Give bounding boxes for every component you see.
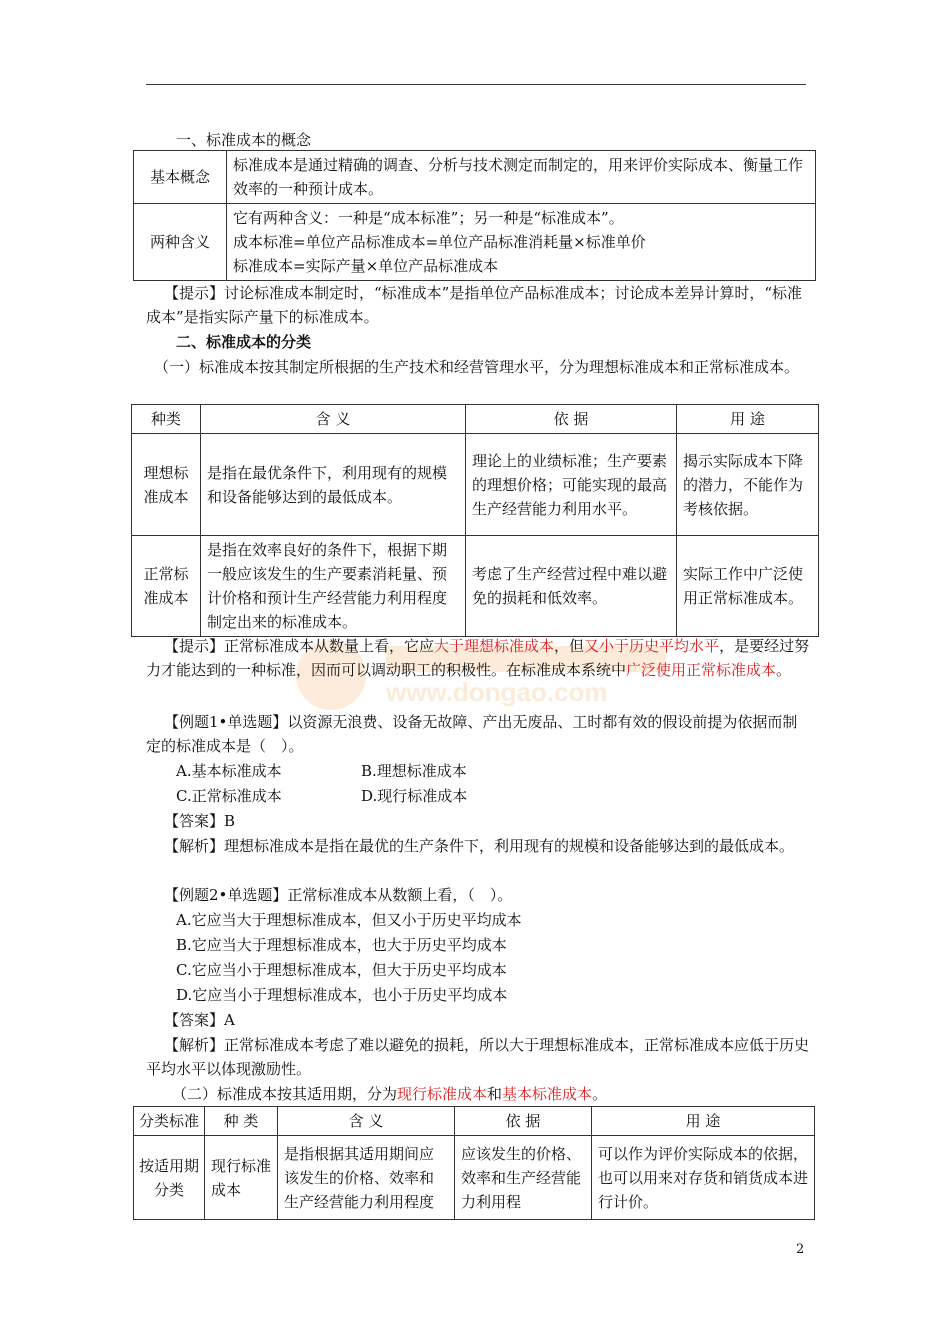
- meaning-line-2: 成本标准=单位产品标准成本=单位产品标准消耗量×标准单价: [233, 233, 646, 251]
- t2-header-meaning: 含 义: [201, 405, 466, 434]
- tip2-highlight-1: 大于理想标准成本: [434, 637, 555, 655]
- section2-title: 二、标准成本的分类: [176, 333, 312, 351]
- concept-text-two: [227, 204, 816, 281]
- t2-header-type: 种类: [132, 405, 201, 434]
- t2-header-basis: 依 据: [466, 405, 677, 434]
- t2-r2-meaning: 是指在效率良好的条件下，根据下期一般应该发生的生产要素消耗量、预计价格和预计生产经营能力利用程度制定出来的标准成本。: [201, 536, 466, 637]
- example2-option-a: A.它应当大于理想标准成本，但又小于历史平均成本: [176, 911, 522, 929]
- sub2-part-e: 。: [592, 1085, 608, 1103]
- header-rule: [146, 84, 806, 85]
- concept-text-basic: 标准成本是通过精确的调查、分析与技术测定而制定的，用来评价实际成本、衡量工作效率的一种预计成本。: [227, 151, 816, 204]
- example1-option-d: D.现行标准成本: [361, 787, 468, 805]
- section2-sub2: [172, 1082, 607, 1106]
- example2-option-d: D.它应当小于理想标准成本，也小于历史平均成本: [176, 986, 508, 1004]
- meaning-line-3: 标准成本=实际产量×单位产品标准成本: [233, 257, 499, 275]
- tip2-part-a: 【提示】正常标准成本从数量上看，它应: [164, 637, 435, 655]
- tip2-highlight-3: 广泛使用正常标准成本: [626, 661, 777, 679]
- t2-r2-type: 正常标准成本: [132, 536, 201, 637]
- t3-r1-basis: 应该发生的价格、效率和生产经营能力利用程: [455, 1136, 592, 1220]
- concept-label-two: 两种含义: [134, 204, 227, 281]
- t3-r1-meaning: 是指根据其适用期间应该发生的价格、效率和生产经营能力利用程度: [278, 1136, 455, 1220]
- example1-option-c: C.正常标准成本: [176, 787, 282, 805]
- t3-header-use: 用 途: [592, 1107, 815, 1136]
- t3-header-meaning: 含 义: [278, 1107, 455, 1136]
- t3-r1-criterion: 按适用期分类: [134, 1136, 205, 1220]
- example1-question: 【例题1•单选题】以资源无浪费、设备无故障、产出无废品、工时都有效的假设前提为依据而制定的标准成本是（ ）。: [146, 713, 798, 755]
- page-number: 2: [796, 1242, 805, 1257]
- example2-explanation: 【解析】正常标准成本考虑了难以避免的损耗，所以大于理想标准成本，正常标准成本应低于历史平均水平以体现激励性。: [146, 1036, 810, 1078]
- example2-answer: 【答案】A: [164, 1011, 235, 1029]
- example1-option-a: A.基本标准成本: [176, 762, 282, 780]
- t2-r1-basis: 理论上的业绩标准；生产要素的理想价格；可能实现的最高生产经营能力利用水平。: [466, 434, 677, 536]
- tip2-part-g: 。: [776, 661, 792, 679]
- example1-answer: 【答案】B: [164, 812, 236, 830]
- t2-r1-type: 理想标准成本: [132, 434, 201, 536]
- tip2-part-c: ，但: [554, 637, 585, 655]
- tip-2: [146, 634, 810, 682]
- classification-table-2: [133, 1106, 815, 1220]
- t3-r1-type: 现行标准成本: [205, 1136, 278, 1220]
- section1-title: 一、标准成本的概念: [176, 131, 312, 149]
- t2-r1-use: 揭示实际成本下降的潜力，不能作为考核依据。: [677, 434, 819, 536]
- tip-1: 【提示】讨论标准成本制定时，“标准成本”是指单位产品标准成本；讨论成本差异计算时，“标准成本”是指实际产量下的标准成本。: [146, 284, 803, 326]
- example1-explanation: 【解析】理想标准成本是指在最优的生产条件下，利用现有的规模和设备能够达到的最低成本。: [164, 837, 795, 855]
- sub2-part-c: 和: [487, 1085, 503, 1103]
- example1-option-b: B.理想标准成本: [361, 762, 467, 780]
- sub2-part-a: （二）标准成本按其适用期，分为: [172, 1085, 398, 1103]
- meaning-line-1: 它有两种含义：一种是“成本标准”；另一种是“标准成本”。: [233, 209, 624, 227]
- t3-header-basis: 依 据: [455, 1107, 592, 1136]
- concept-label-basic: 基本概念: [134, 151, 227, 204]
- t2-r1-meaning: 是指在最优条件下，利用现有的规模和设备能够达到的最低成本。: [201, 434, 466, 536]
- example2-option-b: B.它应当大于理想标准成本，也大于历史平均成本: [176, 936, 507, 954]
- example2-question: 【例题2•单选题】正常标准成本从数额上看，（ ）。: [164, 886, 513, 904]
- watermark-text: www.dongao.com: [386, 677, 608, 707]
- t3-header-type: 种 类: [205, 1107, 278, 1136]
- t2-header-use: 用 途: [677, 405, 819, 434]
- concept-table: [133, 150, 816, 281]
- sub2-highlight-1: 现行标准成本: [397, 1085, 488, 1103]
- t2-r2-basis: 考虑了生产经营过程中难以避免的损耗和低效率。: [466, 536, 677, 637]
- t2-r2-use: 实际工作中广泛使用正常标准成本。: [677, 536, 819, 637]
- tip2-part-e: ，是要经过努力才能达到的一种标准，因而可以调动职工的积极性。在标准成本系统中: [146, 637, 810, 679]
- example2-option-c: C.它应当小于理想标准成本，但大于历史平均成本: [176, 961, 507, 979]
- section2-sub1: （一）标准成本按其制定所根据的生产技术和经营管理水平，分为理想标准成本和正常标准成本。: [154, 358, 800, 376]
- classification-table-1: [131, 404, 819, 637]
- sub2-highlight-2: 基本标准成本: [502, 1085, 593, 1103]
- tip2-highlight-2: 又小于历史平均水平: [584, 637, 720, 655]
- t3-header-criterion: 分类标准: [134, 1107, 205, 1136]
- t3-r1-use: 可以作为评价实际成本的依据，也可以用来对存货和销货成本进行计价。: [592, 1136, 815, 1220]
